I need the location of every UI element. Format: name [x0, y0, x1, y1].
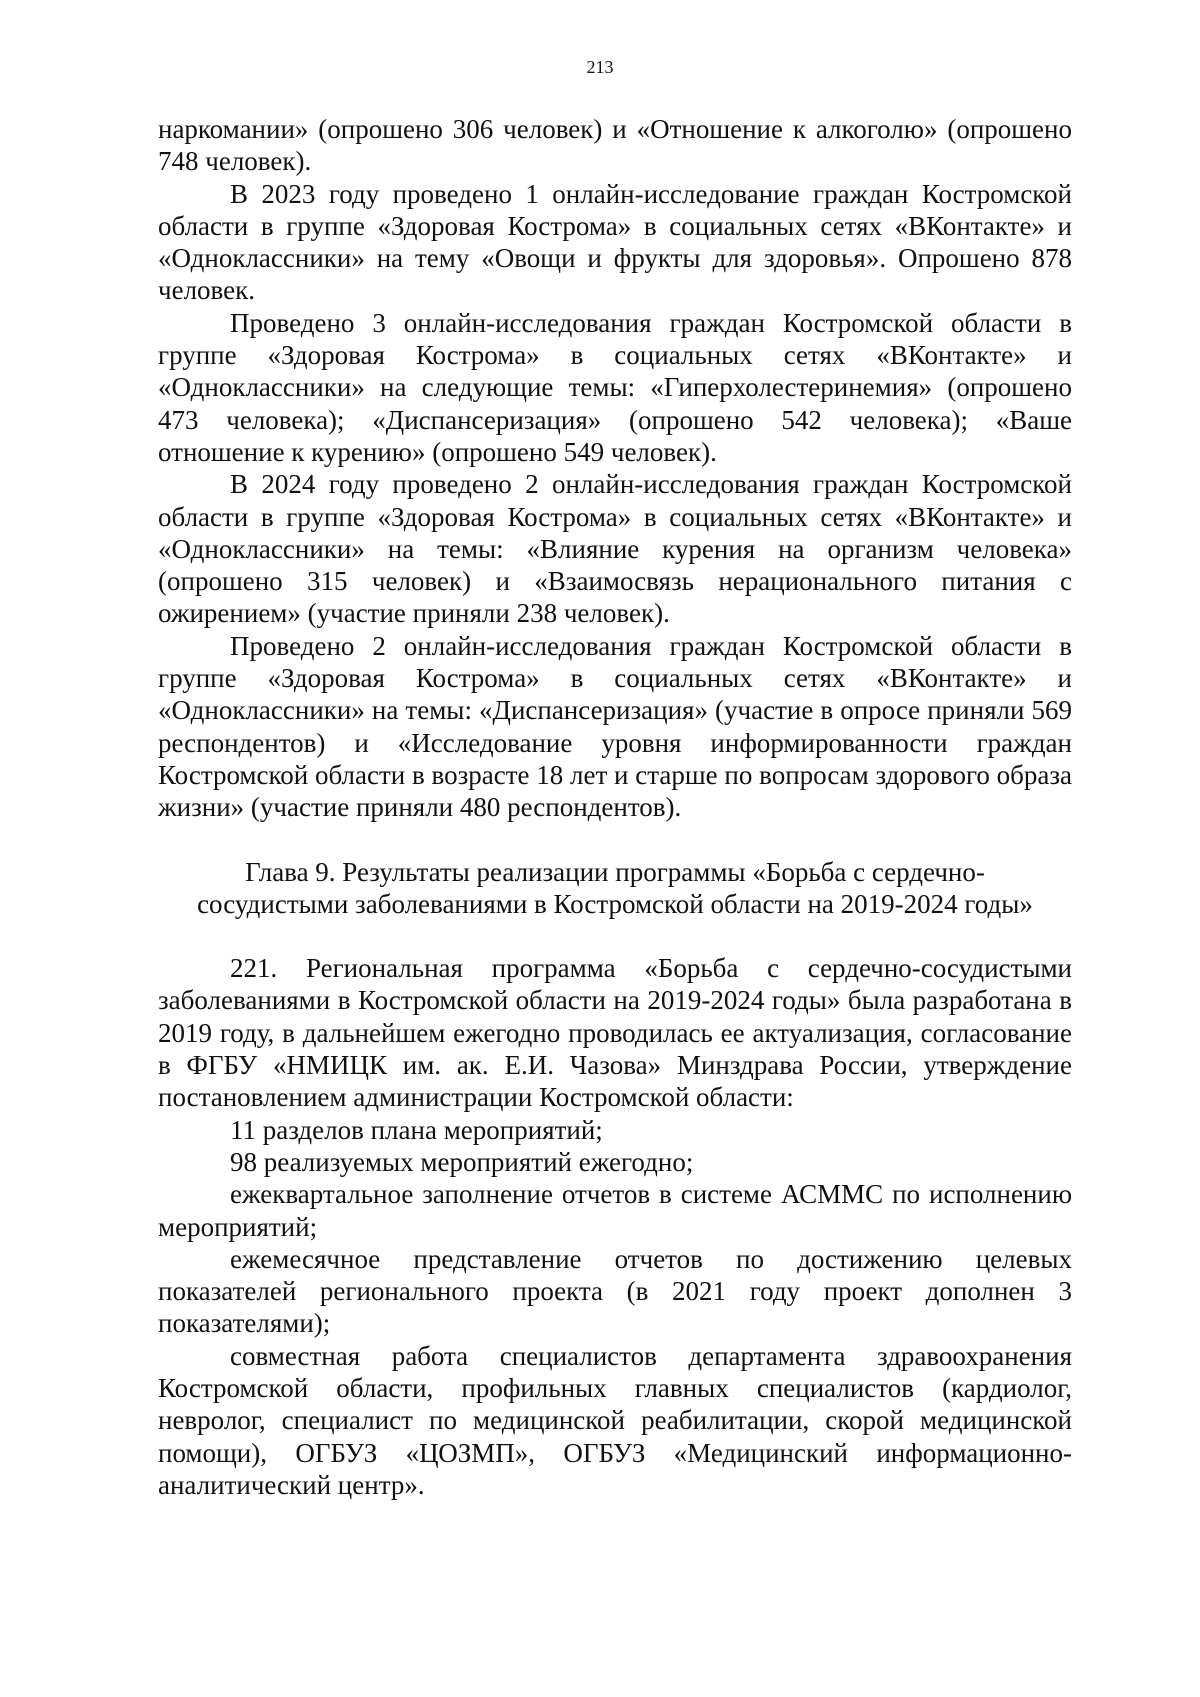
paragraph: В 2023 году проведено 1 онлайн-исследование граждан Костромской области в группе «Здоровая Кострома» в социальных сетях «ВКонтакте» и «Одноклассники» на тему «Овощи и фрукты для здоровья». Опрошено 878 человек.	[158, 178, 1072, 306]
chapter-heading-line-2: сосудистыми заболеваниями в Костромской области на 2019-2024 годы»	[197, 888, 1033, 919]
paragraphs-before-heading	[158, 113, 1072, 824]
paragraph: совместная работа специалистов департамента здравоохранения Костромской области, профильных главных специалистов (кардиолог, невролог, специалист по медицинской реабилитации, скорой медицинской помощи), ОГБУЗ «ЦОЗМП», ОГБУЗ «Медицинский информационно-аналитический центр».	[158, 1340, 1072, 1500]
paragraph: 98 реализуемых мероприятий ежегодно;	[230, 1146, 694, 1177]
page-number: 213	[586, 57, 614, 77]
chapter-heading	[158, 856, 1072, 921]
paragraph: 11 разделов плана мероприятий;	[230, 1114, 603, 1145]
chapter-heading-line-1: Глава 9. Результаты реализации программы «Борьба с сердечно-	[245, 856, 985, 887]
document-body	[158, 113, 1072, 1501]
paragraph: ежеквартальное заполнение отчетов в системе АСММС по исполнению мероприятий;	[158, 1179, 1072, 1242]
paragraph: 221. Региональная программа «Борьба с сердечно-сосудистыми заболеваниями в Костромской области на 2019-2024 годы» была разработана в 2019 году, в дальнейшем ежегодно проводилась ее актуализация, согласование в ФГБУ «НМИЦК им. ак. Е.И. Чазова» Минздрава России, утверждение постановлением администрации Костромской области:	[158, 953, 1072, 1113]
paragraph: В 2024 году проведено 2 онлайн-исследования граждан Костромской области в группе «Здоровая Кострома» в социальных сетях «ВКонтакте» и «Одноклассники» на темы: «Влияние курения на организм человека» (опрошено 315 человек) и «Взаимосвязь нерационального питания с ожирением» (участие приняли 238 человек).	[158, 469, 1072, 629]
paragraph: Проведено 2 онлайн-исследования граждан Костромской области в группе «Здоровая Кострома» в социальных сетях «ВКонтакте» и «Одноклассники» на темы: «Диспансеризация» (участие в опросе приняли 569 респондентов) и «Исследование уровня информированности граждан Костромской области в возрасте 18 лет и старше по вопросам здорового образа жизни» (участие приняли 480 респондентов).	[158, 630, 1072, 823]
paragraph: ежемесячное представление отчетов по достижению целевых показателей регионального проекта (в 2021 году проект дополнен 3 показателями);	[158, 1243, 1072, 1339]
paragraph: наркомании» (опрошено 306 человек) и «Отношение к алкоголю» (опрошено 748 человек).	[158, 114, 1072, 177]
paragraph: Проведено 3 онлайн-исследования граждан Костромской области в группе «Здоровая Кострома» в социальных сетях «ВКонтакте» и «Одноклассники» на следующие темы: «Гиперхолестеринемия» (опрошено 473 человека); «Диспансеризация» (опрошено 542 человека); «Ваше отношение к курению» (опрошено 549 человек).	[158, 307, 1072, 467]
paragraphs-after-heading	[158, 952, 1072, 1501]
